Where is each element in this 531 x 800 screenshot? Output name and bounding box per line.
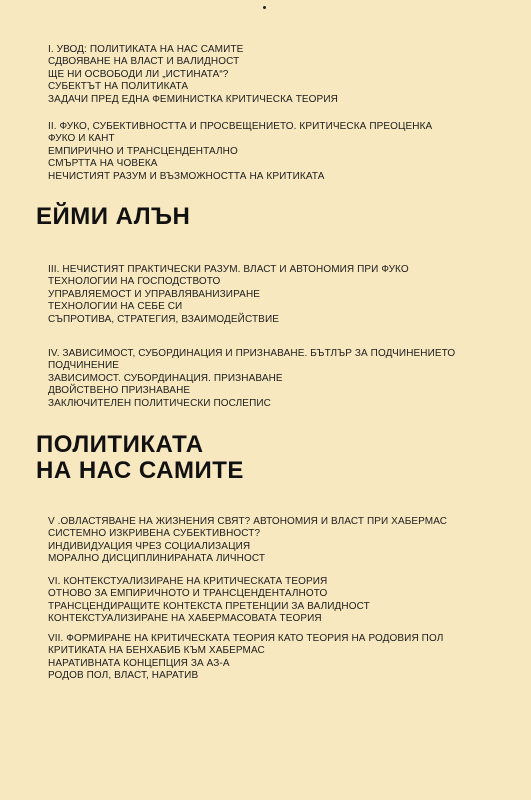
contents-section-4 (48, 348, 518, 410)
contents-line: ДВОЙСТВЕНО ПРИЗНАВАНЕ (48, 385, 191, 397)
contents-section-1 (48, 44, 518, 106)
contents-section-5 (48, 516, 518, 566)
contents-line: КОНТЕКСТУАЛИЗИРАНЕ НА ХАБЕРМАСОВАТА ТЕОРИЯ (48, 613, 322, 625)
contents-line: ТЕХНОЛОГИИ НА СЕБЕ СИ (48, 301, 183, 313)
contents-line: ИНДИВИДУАЦИЯ ЧРЕЗ СОЦИАЛИЗАЦИЯ (48, 540, 251, 552)
contents-line: СДВОЯВАНЕ НА ВЛАСТ И ВАЛИДНОСТ (48, 56, 240, 68)
contents-line: ТРАНСЦЕНДИРАЩИТЕ КОНТЕКСТА ПРЕТЕНЦИИ ЗА ВАЛИДНОСТ (48, 600, 370, 612)
contents-line: СУБЕКТЪТ НА ПОЛИТИКАТА (48, 81, 189, 93)
contents-line: МОРАЛНО ДИСЦИПЛИНИРАНАТА ЛИЧНОСТ (48, 553, 266, 565)
contents-line: ПОДЧИНЕНИЕ (48, 360, 119, 372)
section-heading: VI. КОНТЕКСТУАЛИЗИРАНЕ НА КРИТИЧЕСКАТА ТЕОРИЯ (48, 576, 328, 587)
contents-line: ЗАВИСИМОСТ. СУБОРДИНАЦИЯ. ПРИЗНАВАНЕ (48, 372, 283, 384)
contents-line: СИСТЕМНО ИЗКРИВЕНА СУБЕКТИВНОСТ? (48, 528, 261, 540)
contents-line: СЪПРОТИВА, СТРАТЕГИЯ, ВЗАИМОДЕЙСТВИЕ (48, 313, 279, 325)
contents-line: ЗАДАЧИ ПРЕД ЕДНА ФЕМИНИСТКА КРИТИЧЕСКА ТЕОРИЯ (48, 93, 338, 105)
contents-line: РОДОВ ПОЛ, ВЛАСТ, НАРАТИВ (48, 670, 199, 682)
contents-section-2 (48, 121, 518, 183)
author-name: ЕЙМИ АЛЪН (36, 203, 191, 230)
contents-line: ЩЕ НИ ОСВОБОДИ ЛИ „ИСТИНАТА“? (48, 68, 229, 80)
section-heading: III. НЕЧИСТИЯТ ПРАКТИЧЕСКИ РАЗУМ. ВЛАСТ И АВТОНОМИЯ ПРИ ФУКО (48, 264, 409, 275)
contents-line: НЕЧИСТИЯТ РАЗУМ И ВЪЗМОЖНОСТТА НА КРИТИКАТА (48, 170, 325, 182)
contents-line: ЕМПИРИЧНО И ТРАНСЦЕНДЕНТАЛНО (48, 145, 238, 157)
title-line-2: НА НАС САМИТЕ (36, 457, 244, 484)
contents-line: СМЪРТТА НА ЧОВЕКА (48, 158, 158, 170)
top-dot (263, 6, 266, 9)
contents-line: НАРАТИВНАТА КОНЦЕПЦИЯ ЗА АЗ-А (48, 657, 230, 669)
section-heading: IV. ЗАВИСИМОСТ, СУБОРДИНАЦИЯ И ПРИЗНАВАНЕ. БЪТЛЪР ЗА ПОДЧИНЕНИЕТО (48, 348, 456, 359)
section-heading: VII. ФОРМИРАНЕ НА КРИТИЧЕСКАТА ТЕОРИЯ КАТО ТЕОРИЯ НА РОДОВИЯ ПОЛ (48, 633, 444, 644)
contents-line: ФУКО И КАНТ (48, 133, 115, 145)
contents-line: КРИТИКАТА НА БЕНХАБИБ КЪМ ХАБЕРМАС (48, 645, 265, 657)
book-title (36, 432, 244, 484)
contents-line: ЗАКЛЮЧИТЕЛЕН ПОЛИТИЧЕСКИ ПОСЛЕПИС (48, 397, 271, 409)
contents-section-7 (48, 633, 518, 683)
contents-section-3 (48, 264, 518, 326)
section-heading: II. ФУКО, СУБЕКТИВНОСТТА И ПРОСВЕЩЕНИЕТО. КРИТИЧЕСКА ПРЕОЦЕНКА (48, 121, 433, 132)
contents-section-6 (48, 576, 518, 626)
title-line-1: ПОЛИТИКАТА (36, 431, 204, 458)
contents-line: УПРАВЛЯЕМОСТ И УПРАВЛЯВАНИЗИРАНЕ (48, 288, 261, 300)
contents-line: ТЕХНОЛОГИИ НА ГОСПОДСТВОТО (48, 276, 221, 288)
section-heading: I. УВОД: ПОЛИТИКАТА НА НАС САМИТЕ (48, 44, 244, 55)
section-heading: V .ОВЛАСТЯВАНЕ НА ЖИЗНЕНИЯ СВЯТ? АВТОНОМИЯ И ВЛАСТ ПРИ ХАБЕРМАС (48, 516, 448, 527)
contents-line: ОТНОВО ЗА ЕМПИРИЧНОТО И ТРАНСЦЕНДЕНТАЛНОТО (48, 588, 328, 600)
